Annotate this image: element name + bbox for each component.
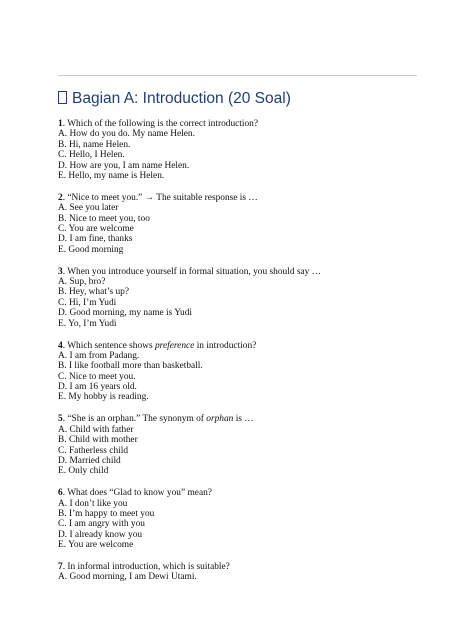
- answer-option: A. Good morning, I am Dewi Utami.: [58, 572, 197, 583]
- question-item: [58, 267, 438, 329]
- question-number: 5: [58, 414, 63, 425]
- question-number: 4: [58, 340, 63, 351]
- question-item: [58, 414, 438, 476]
- question-stem: [58, 488, 438, 498]
- section-heading: [58, 90, 291, 108]
- answer-option: B. Hi, name Helen.: [58, 139, 131, 150]
- question-item: [58, 341, 438, 403]
- question-text: . Which sentence shows: [62, 340, 155, 351]
- answer-option: A. See you later: [58, 203, 119, 214]
- answer-option: D. I already know you: [58, 529, 143, 540]
- question-stem: [58, 562, 438, 572]
- answer-option: B. I like football more than basketball.: [58, 361, 203, 372]
- answer-option: A. Sup, bro?: [58, 277, 106, 288]
- answer-option: E. Hello, my name is Helen.: [58, 170, 165, 181]
- question-item: [58, 562, 438, 583]
- answer-option: E. Good morning: [58, 244, 124, 255]
- answer-option: A. How do you do. My name Helen.: [58, 129, 195, 140]
- question-item: [58, 193, 438, 255]
- answer-option: D. How are you, I am name Helen.: [58, 160, 190, 171]
- question-stem: [58, 341, 438, 351]
- answer-option: D. Good morning, my name is Yudi: [58, 308, 193, 319]
- question-text: is …: [233, 414, 254, 425]
- emphasized-term: preference: [154, 340, 195, 351]
- answer-option: C. Nice to meet you.: [58, 371, 136, 382]
- question-text: . What does “Glad to know you” mean?: [62, 488, 212, 499]
- answer-option: D. I am fine, thanks: [58, 234, 133, 245]
- answer-option: B. Hey, what’s up?: [58, 287, 129, 298]
- answer-option: B. Nice to meet you, too: [58, 213, 150, 224]
- answer-option: D. Married child: [58, 455, 121, 466]
- answer-option: B. Child with mother: [58, 435, 138, 446]
- answer-option: E. Yo, I’m Yudi: [58, 318, 117, 329]
- answer-option: B. I’m happy to meet you: [58, 509, 155, 519]
- question-text: . “She is an orphan.” The synonym of: [62, 414, 207, 425]
- question-text: . “Nice to meet you.” → The suitable response is …: [62, 192, 258, 203]
- question-list: [58, 119, 438, 594]
- question-number: 1: [58, 119, 63, 129]
- answer-option: A. I am from Padang.: [58, 350, 140, 361]
- emphasized-term: orphan: [206, 414, 234, 425]
- answer-option: C. Hi, I’m Yudi: [58, 297, 117, 308]
- answer-option: C. I am angry with you: [58, 519, 145, 530]
- question-stem: [58, 193, 438, 203]
- answer-option: C. Hello, I Helen.: [58, 150, 125, 161]
- horizontal-divider: [58, 75, 417, 76]
- answer-option: A. I don’t like you: [58, 498, 128, 509]
- question-text: . When you introduce yourself in formal situation, you should say …: [62, 266, 322, 277]
- question-stem: [58, 119, 438, 129]
- answer-option: C. Fatherless child: [58, 445, 129, 456]
- answer-option: E. You are welcome: [58, 540, 134, 551]
- question-stem: [58, 267, 438, 277]
- question-item: [58, 119, 438, 181]
- answer-option: A. Child with father: [58, 424, 134, 435]
- question-stem: [58, 414, 438, 424]
- question-number: 6: [58, 488, 63, 499]
- answer-option: D. I am 16 years old.: [58, 382, 137, 393]
- answer-option: E. My hobby is reading.: [58, 392, 149, 403]
- question-item: [58, 488, 438, 550]
- question-text: in introduction?: [194, 340, 257, 351]
- question-number: 3: [58, 266, 63, 277]
- question-text: . In informal introduction, which is suitable?: [62, 562, 230, 573]
- box-icon: [58, 91, 67, 104]
- section-title: Bagian A: Introduction (20 Soal): [72, 90, 291, 107]
- question-number: 7: [58, 562, 63, 573]
- question-number: 2: [58, 192, 63, 203]
- question-text: . Which of the following is the correct introduction?: [62, 119, 259, 129]
- answer-option: E. Only child: [58, 466, 109, 477]
- answer-option: C. You are welcome: [58, 224, 134, 235]
